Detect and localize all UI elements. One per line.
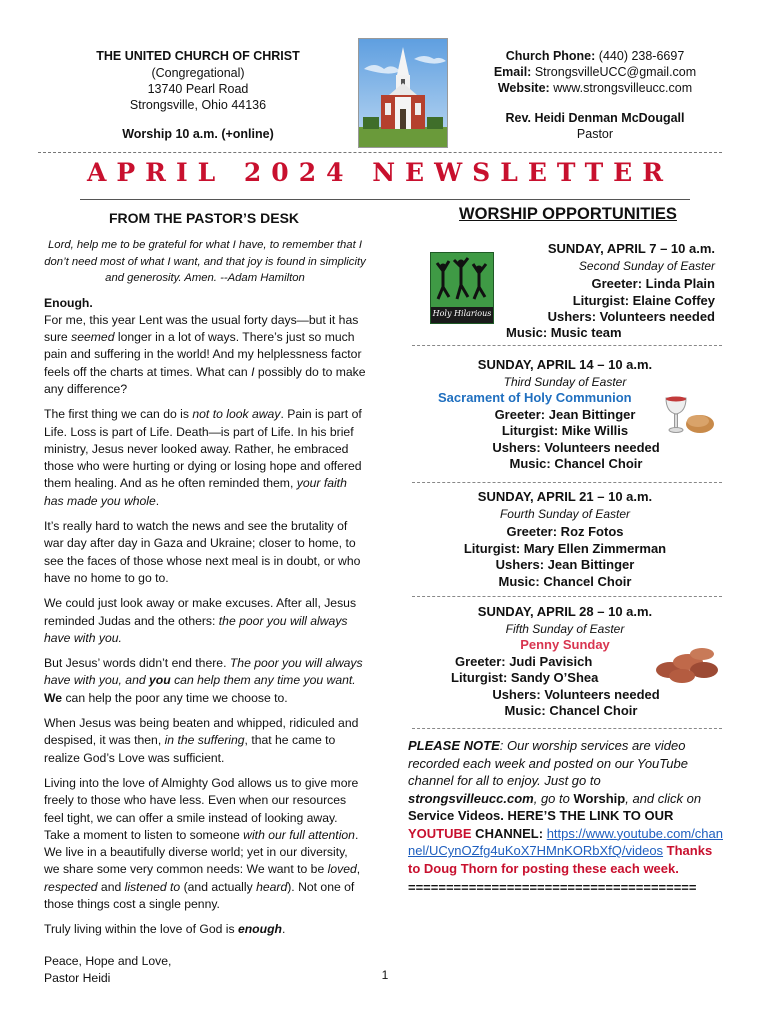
ushers: Ushers: Volunteers needed xyxy=(492,686,660,702)
thanks-text: Thanks to Doug Thorn for posting these each week. xyxy=(408,843,713,876)
worship-heading: WORSHIP OPPORTUNITIES xyxy=(459,205,677,223)
note-label: PLEASE NOTE xyxy=(408,738,500,753)
paragraph-3: It’s really hard to watch the news and see the brutality of war day after day in Gaza and Ukraine; closer to home, to see the faces of those whose next meal is in doubt, or who have no home to go to. xyxy=(44,519,361,585)
youtube-word: YOUTUBE xyxy=(408,825,472,841)
phone-number[interactable]: (440) 238-6697 xyxy=(598,49,685,63)
service-subtitle: Second Sunday of Easter xyxy=(578,258,715,273)
music: Music: Chancel Choir xyxy=(498,573,632,589)
pennies-icon xyxy=(652,640,722,686)
greeter: Greeter: Linda Plain xyxy=(591,276,715,291)
service-date: SUNDAY, APRIL 28 – 10 a.m. xyxy=(477,604,653,619)
chalice-bread-icon xyxy=(662,392,718,442)
pastors-desk-column xyxy=(44,237,366,987)
liturgist: Liturgist: Sandy O’Shea xyxy=(451,670,599,685)
page-number: 1 xyxy=(381,968,389,982)
holy-hilarious-image xyxy=(430,252,494,324)
website-line xyxy=(470,80,720,96)
liturgist: Liturgist: Mary Ellen Zimmerman xyxy=(463,540,667,556)
double-rule: ====================================== xyxy=(408,880,697,895)
city-address: Strongsville, Ohio 44136 xyxy=(129,98,267,112)
paragraph-8: Truly living within the love of God is enough. xyxy=(44,922,286,937)
service-subtitle: Fourth Sunday of Easter xyxy=(499,506,631,521)
email-line xyxy=(470,64,720,80)
video-note: PLEASE NOTE: Our worship services are video recorded each week and posted on our YouTube channel for all to enjoy. Just go to strongsvilleucc.com, go to Worship, and click on Service Videos. HERE’S THE LINK TO OUR YOUTUBE CHANNEL: https://www.youtube.com/channel/UCynOZfg4uKoX7HMnKORbXfQ/videos Thanks to Doug Thorn for posting these each week. ====================================== xyxy=(408,738,723,895)
ushers: Ushers: Volunteers needed xyxy=(547,309,715,324)
service-date: SUNDAY, APRIL 7 – 10 a.m. xyxy=(547,241,715,256)
title-underline xyxy=(80,199,690,200)
greeter: Greeter: Jean Bittinger xyxy=(494,406,636,422)
service-separator xyxy=(412,482,722,483)
service-april-7 xyxy=(500,241,725,326)
music: Music: Chancel Choir xyxy=(504,703,638,718)
enough-heading: Enough. xyxy=(44,295,93,310)
opening-prayer: Lord, help me to be grateful for what I have, to remember that I don’t need most of what I want, and that joy is found in simplicity and generosity. Amen. --Adam Hamilton xyxy=(44,239,366,284)
service-subtitle: Fifth Sunday of Easter xyxy=(505,621,625,636)
service-separator xyxy=(412,728,722,729)
pastor-title: Pastor xyxy=(576,127,614,141)
music: Music: Music team xyxy=(506,325,622,340)
pastor-name: Rev. Heidi Denman McDougall xyxy=(505,111,685,125)
service-subtitle: Third Sunday of Easter xyxy=(503,374,627,389)
church-name: THE UNITED CHURCH OF CHRIST xyxy=(96,49,300,63)
communion-icon xyxy=(662,392,718,442)
service-separator xyxy=(412,345,722,346)
street-address: 13740 Pearl Road xyxy=(147,82,249,96)
phone-line xyxy=(470,48,720,64)
service-april-21 xyxy=(405,489,725,590)
youtube-channel-link[interactable]: https://www.youtube.com/channel/UCynOZfg4uKoX7HMnKORbXfQ/videos xyxy=(408,825,723,858)
phone-label: Church Phone: xyxy=(505,49,596,63)
denomination: (Congregational) xyxy=(151,66,245,80)
service-separator xyxy=(412,596,722,597)
paragraph-6: When Jesus was being beaten and whipped, ridiculed and despised, it was then, in the suffering, that he came to realize God’s Love was sufficient. xyxy=(44,716,359,765)
note-site[interactable]: strongsvilleucc.com xyxy=(408,790,534,806)
service-date: SUNDAY, APRIL 21 – 10 a.m. xyxy=(477,489,653,504)
signature: Pastor Heidi xyxy=(44,970,111,985)
greeter: Greeter: Roz Fotos xyxy=(506,524,624,539)
website-label: Website: xyxy=(497,81,550,95)
church-photo-image xyxy=(359,39,447,147)
ushers: Ushers: Jean Bittinger xyxy=(495,557,635,572)
worship-time: Worship 10 a.m. (+online) xyxy=(122,127,274,141)
header-divider xyxy=(38,152,722,153)
email-label: Email: xyxy=(493,65,532,79)
image-caption: Holy Hilarious xyxy=(432,309,492,318)
music: Music: Chancel Choir xyxy=(509,456,643,471)
email-address[interactable]: StrongsvilleUCC@gmail.com xyxy=(534,65,697,79)
church-photo xyxy=(358,38,448,148)
closing-line: Peace, Hope and Love, xyxy=(44,953,172,968)
paragraph-1: For me, this year Lent was the usual forty days—but it has sure seemed longer in a lot of ways. There’s just so much pain and suffering in the world! And my helplessness factor feels off the charts at times. What can I possibly do to make any difference? xyxy=(44,312,366,396)
newsletter-title: APRIL 2024 NEWSLETTER xyxy=(86,158,674,187)
liturgist: Liturgist: Mike Willis xyxy=(501,423,629,438)
pastors-desk-heading: FROM THE PASTOR’S DESK xyxy=(108,210,300,226)
communion-label: Sacrament of Holy Communion xyxy=(438,390,632,405)
paragraph-7: Living into the love of Almighty God allows us to give more freely to those who have less. Even when our resources feel tight, we can offer a smile instead of looking away. Take a moment to listen to someone with our full attention. We live in a beautifully diverse world; yet in our diversity, we share some very common needs: We want to be loved, respected and listened to (and actually heard). Not one of those things cost a single penny. xyxy=(44,775,361,911)
service-date: SUNDAY, APRIL 14 – 10 a.m. xyxy=(477,357,653,372)
ushers: Ushers: Volunteers needed xyxy=(492,439,660,455)
website-url[interactable]: www.strongsvilleucc.com xyxy=(553,81,693,95)
pennies-image xyxy=(652,640,722,686)
paragraph-5: But Jesus’ words didn’t end there. The poor you will always have with you, and you can help them any time you want. We can help the poor any time we choose to. xyxy=(44,656,363,705)
liturgist: Liturgist: Elaine Coffey xyxy=(572,292,715,308)
paragraph-2: The first thing we can do is not to look away. Pain is part of Life. Loss is part of Life. Death—is part of Life. In his brief ministry, Jesus never looked away. Rather, he embraced those who were hurting or dying or losing hope and offered them healing. And as he often reminded them, your faith has made you whole. xyxy=(44,407,362,508)
penny-sunday-label: Penny Sunday xyxy=(520,637,610,652)
paragraph-4: We could just look away or make excuses. After all, Jesus reminded Judas and the others: the poor you will always have with you. xyxy=(44,596,357,645)
greeter: Greeter: Judi Pavisich xyxy=(455,653,593,669)
